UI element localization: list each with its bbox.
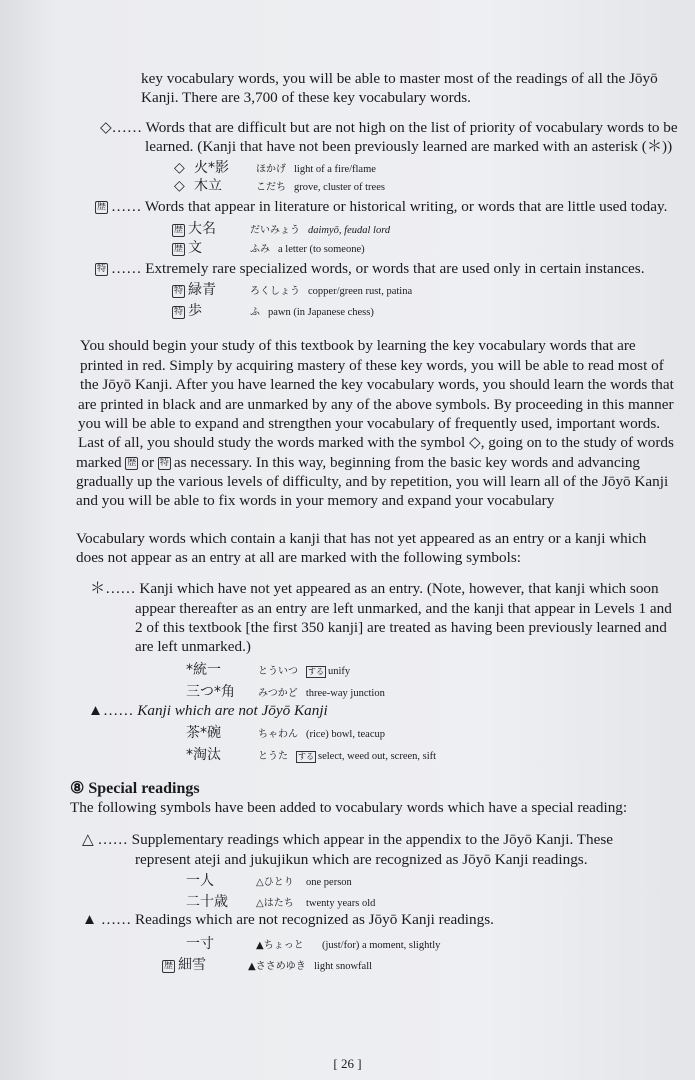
example-row: 三つ*角 みつかど three-way junction [186,684,385,700]
page-number: [ 26 ] [333,1056,362,1071]
example-row: 茶*碗 ちゃわん (rice) bowl, teacup [186,725,386,741]
study-line-7: marked 歴 or 特 as necessary. In this way, beginning from the basic key words and advancing [76,454,641,471]
open-triangle-symbol: △ …… [82,831,128,848]
diamond-definition: ◇…… Words that are difficult but are not high on the list of priority of vocabulary words to be [100,119,678,136]
example-row: 歴 細雪 ▲ささめゆき light snowfall [164,957,373,973]
asterisk-line-2: appear thereafter as an entry are left unmarked, and the kanji that appear in Levels 1 and [135,600,672,617]
entry-line-1: Vocabulary words which contain a kanji that has not yet appeared as an entry or a kanji which [76,530,647,547]
open-triangle-definition: △ …… Supplementary readings which appear in the appendix to the Jōyō Kanji. These [82,831,614,848]
special-symbol: 特 [159,458,169,469]
entry-line-2: does not appear as an entry at all are marked with the following symbols: [76,549,521,566]
asterisk-symbol: ＊…… [90,580,136,597]
historical-symbol: 歴 [127,458,137,469]
example-row: ◇ 火*影 ほかげ light of a fire/flame [174,160,376,176]
asterisk-line-3: 2 of this textbook [the first 350 kanji] are treated as having been previously learned and [135,619,667,636]
study-line-4: are printed in black and are unmarked by any of the above symbols. By proceeding in this manner [78,396,674,413]
special-readings-intro: The following symbols have been added to vocabulary words which have a special reading: [70,799,628,816]
example-row: 特 歩 ふ pawn (in Japanese chess) [174,303,374,319]
triangle-symbol: ▲…… [88,702,134,719]
intro-line-1: key vocabulary words, you will be able to master most of the readings of all the Jōyō [141,70,658,87]
example-row: 一人 △ひとり one person [186,873,352,889]
example-row: 歴 大名 だいみょう daimyō, feudal lord [174,221,391,237]
example-row: 二十歳 △はたち twenty years old [186,894,376,910]
study-line-8: gradually up the various levels of difficulty, and by repetition, you will learn all of the Jōyō Kanji [76,473,669,490]
example-row: ◇ 木立 こだち grove, cluster of trees [174,178,385,194]
study-line-5: you will be able to expand and strengthen your vocabulary of frequently used, important words. [78,415,661,432]
diamond-definition-line-2: learned. (Kanji that have not been previously learned are marked with an asterisk (＊)) [145,138,673,155]
filled-triangle-symbol: ▲ …… [82,911,132,928]
asterisk-definition: ＊…… Kanji which have not yet appeared as an entry. (Note, however, that kanji which soon [90,580,659,597]
study-line-2: printed in red. Simply by acquiring mastery of these key words, you will be able to read most of [80,357,664,374]
example-row: 歴 文 ふみ a letter (to someone) [174,240,365,256]
study-line-3: the Jōyō Kanji. After you have learned the key vocabulary words, you should learn the words that [80,376,674,393]
intro-line-2: Kanji. There are 3,700 of these key vocabulary words. [141,89,471,106]
example-row: *統一 とういつ する unify [186,662,351,678]
suru-tag: する [308,667,324,676]
example-row: *淘汰 とうた する select, weed out, screen, sift [186,747,437,763]
suru-tag: する [298,752,314,761]
special-symbol: 特 [97,264,107,275]
study-line-1: You should begin your study of this textbook by learning the key vocabulary words that are [80,337,636,354]
study-line-9: and you will be able to fix words in your memory and expand your vocabulary [76,492,555,509]
filled-triangle-definition: ▲ …… Readings which are not recognized as Jōyō Kanji readings. [82,911,494,928]
historical-symbol: 歴 [97,202,107,213]
example-row: 一寸 ▲ちょっと (just/for) a moment, slightly [186,936,441,952]
section-heading: ⑧ Special readings [70,780,200,797]
special-definition: 特 …… Extremely rare specialized words, or words that are used only in certain instances. [97,260,645,277]
diamond-symbol: ◇…… [100,119,143,136]
historical-definition: 歴 …… Words that appear in literature or historical writing, or words that are little used today. [97,198,668,215]
open-triangle-line-2: represent ateji and jukujikun which are recognized as Jōyō Kanji readings. [135,851,588,868]
example-row: 特 緑青 ろくしょう copper/green rust, patina [174,282,413,298]
asterisk-line-4: are left unmarked.) [135,638,251,655]
triangle-definition: ▲…… Kanji which are not Jōyō Kanji [88,702,328,719]
study-line-6: Last of all, you should study the words marked with the symbol ◇, going on to the study of words [78,434,674,451]
